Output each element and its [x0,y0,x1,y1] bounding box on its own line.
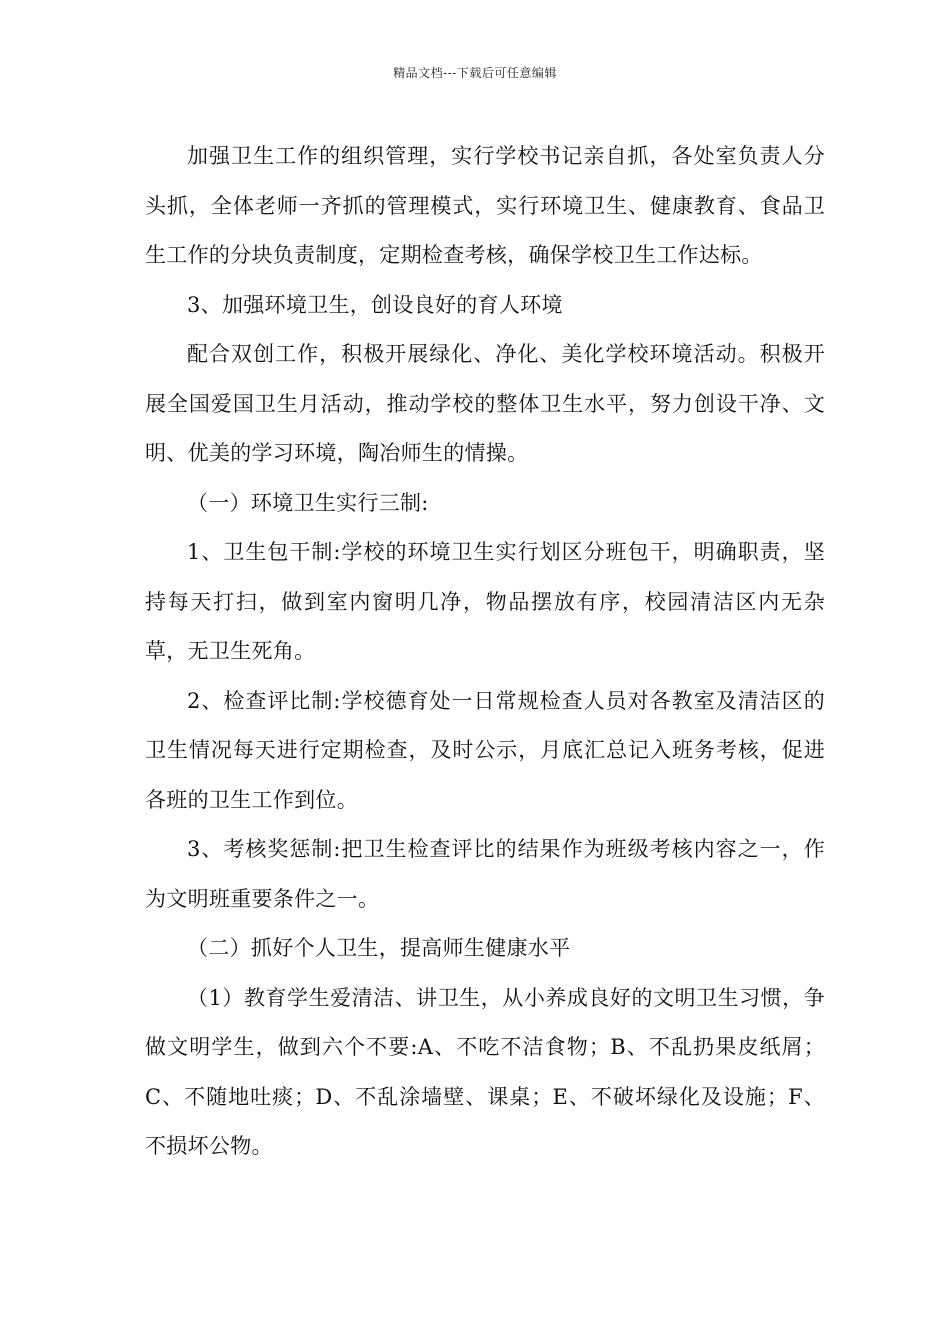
paragraph-management: 加强卫生工作的组织管理，实行学校书记亲自抓，各处室负责人分头抓，全体老师一齐抓的管理模式，实行环境卫生、健康教育、食品卫生工作的分块负责制度，定期检查考核，确保学校卫生工作达标。 [145,144,825,267]
document-body [145,132,825,1172]
paragraph-responsibility-system: 1、卫生包干制:学校的环境卫生实行划区分班包干，明确职责，坚持每天打扫，做到室内窗明几净，物品摆放有序，校园清洁区内无杂草，无卫生死角。 [145,540,825,663]
paragraph-double-creation: 配合双创工作，积极开展绿化、净化、美化学校环境活动。积极开展全国爱国卫生月活动，推动学校的整体卫生水平，努力创设干净、文明、优美的学习环境，陶冶师生的情操。 [145,342,825,465]
subsection-heading-three-systems: （一）环境卫生实行三制: [187,490,429,515]
section-heading-environment: 3、加强环境卫生，创设良好的育人环境 [187,292,563,317]
paragraph-inspection-system: 2、检查评比制:学校德育处一日常规检查人员对各教室及清洁区的卫生情况每天进行定期检查，及时公示，月底汇总记入班务考核，促进各班的卫生工作到位。 [145,688,825,812]
paragraph-reward-system: 3、考核奖惩制:把卫生检查评比的结果作为班级考核内容之一，作为文明班重要条件之一。 [145,837,825,911]
subsection-heading-personal-hygiene: （二）抓好个人卫生，提高师生健康水平 [187,936,571,960]
paragraph-student-habits: （1）教育学生爱清洁、讲卫生，从小养成良好的文明卫生习惯，争做文明学生，做到六个不要:A、不吃不洁食物；B、不乱扔果皮纸屑；C、不随地吐痰；D、不乱涂墙壁、课桌；E、不破坏绿化及设施；F、不损坏公物。 [145,985,825,1158]
page-header: 精品文档---下载后可任意编辑 [393,66,557,80]
